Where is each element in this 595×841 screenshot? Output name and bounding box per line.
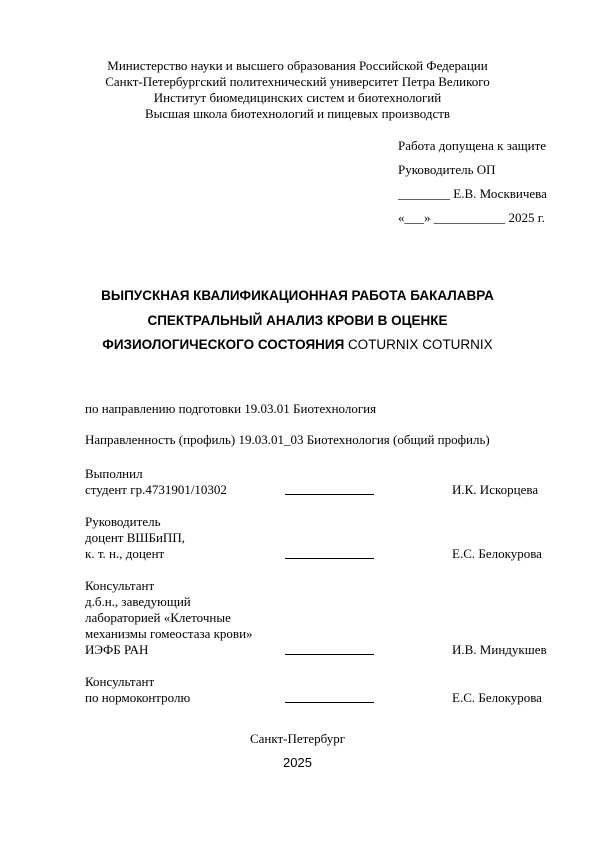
header-university: Санкт-Петербургский политехнический университет Петра Великого bbox=[105, 74, 490, 89]
thesis-title-bold: ФИЗИОЛОГИЧЕСКОГО СОСТОЯНИЯ bbox=[102, 337, 345, 352]
thesis-title-species: COTURNIX COTURNIX bbox=[347, 337, 493, 352]
supervisor-degree: к. т. н., доцент bbox=[85, 546, 165, 561]
normcontrol-name: Е.С. Белокурова bbox=[452, 690, 542, 705]
approval-head-title: Руководитель ОП bbox=[398, 162, 496, 177]
consultant-lab-name: механизмы гомеостаза крови» bbox=[85, 626, 253, 641]
supervisor-signature-line bbox=[285, 558, 374, 559]
normcontrol-signature-line bbox=[285, 702, 374, 703]
student-detail: студент гр.4731901/10302 bbox=[85, 482, 227, 497]
header-school: Высшая школа биотехнологий и пищевых производств bbox=[144, 106, 451, 121]
thesis-title-line1: СПЕКТРАЛЬНЫЙ АНАЛИЗ КРОВИ В ОЦЕНКЕ bbox=[147, 313, 448, 328]
supervisor-name: Е.С. Белокурова bbox=[452, 546, 542, 561]
study-direction: по направлению подготовки 19.03.01 Биотехнология bbox=[85, 401, 377, 416]
footer-year: 2025 bbox=[283, 755, 312, 770]
approval-date: «___» ___________ 2025 г. bbox=[398, 210, 545, 225]
thesis-title-line2 bbox=[0, 337, 595, 353]
consultant-org: ИЭФБ РАН bbox=[85, 642, 149, 657]
approval-head-signature: ________ Е.В. Москвичева bbox=[398, 186, 547, 201]
consultant-degree: д.б.н., заведующий bbox=[85, 594, 191, 609]
thesis-type: ВЫПУСКНАЯ КВАЛИФИКАЦИОННАЯ РАБОТА БАКАЛАВРА bbox=[101, 288, 494, 303]
student-signature-line bbox=[285, 494, 374, 495]
approval-admitted: Работа допущена к защите bbox=[398, 138, 547, 153]
header-ministry: Министерство науки и высшего образования Российской Федерации bbox=[107, 58, 488, 73]
normcontrol-detail: по нормоконтролю bbox=[85, 690, 191, 705]
consultant-lab: лабораторией «Клеточные bbox=[85, 610, 231, 625]
student-name: И.К. Искорцева bbox=[452, 482, 539, 497]
consultant-role: Консультант bbox=[85, 578, 155, 593]
student-role: Выполнил bbox=[85, 466, 143, 481]
supervisor-role: Руководитель bbox=[85, 514, 161, 529]
normcontrol-role: Консультант bbox=[85, 674, 155, 689]
supervisor-position: доцент ВШБиПП, bbox=[85, 530, 185, 545]
consultant-signature-line bbox=[285, 654, 374, 655]
header-institute: Институт биомедицинских систем и биотехнологий bbox=[153, 90, 442, 105]
consultant-name: И.В. Миндукшев bbox=[452, 642, 547, 657]
footer-city: Санкт-Петербург bbox=[249, 731, 346, 746]
study-profile: Направленность (профиль) 19.03.01_03 Биотехнология (общий профиль) bbox=[85, 432, 490, 447]
